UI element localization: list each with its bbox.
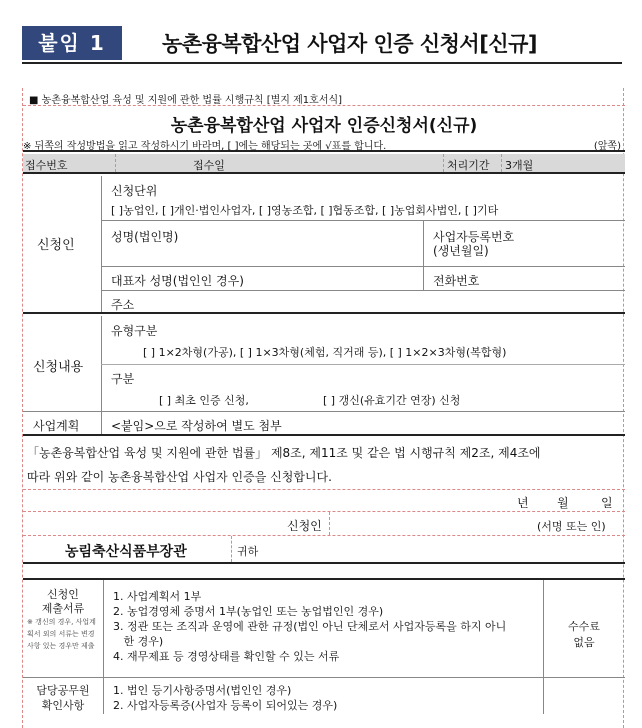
- document-header: [22, 24, 622, 64]
- doc-item-3-cont: 한 경우): [113, 635, 164, 648]
- officer-check-section: [23, 678, 625, 714]
- document-title: 농촌융복합산업 사업자 인증 신청서[신규]: [162, 32, 537, 56]
- legal-basis: ■ 농촌융복합산업 육성 및 지원에 관한 법률 시행규칙 [별지 제1호서식]: [29, 95, 343, 106]
- fee-value: 없음: [573, 636, 595, 649]
- statement-line-2: 따라 위와 같이 농촌융복합산업 사업자 인증을 신청합니다.: [27, 470, 332, 484]
- officer-item-2: 2. 사업자등록증(사업자 등록이 되어있는 경우): [113, 699, 338, 712]
- applicant-section-label: 신청인: [37, 238, 75, 253]
- content-section-label: 신청내용: [33, 360, 84, 375]
- application-form: [22, 88, 624, 728]
- legal-basis-row: [23, 88, 625, 106]
- date-year: 년: [517, 496, 529, 510]
- kind-label: 구분: [111, 372, 135, 386]
- form-title: 농촌융복합산업 사업자 인증신청서(신규): [170, 116, 478, 136]
- page-side: (앞쪽): [593, 141, 621, 152]
- receipt-date-label: 접수일: [193, 159, 225, 172]
- instruction-note: ※ 뒤쪽의 작성방법을 읽고 작성하시기 바라며, [ ]에는 해당되는 곳에 √표를 합니다.: [23, 141, 387, 152]
- type-label: 유형구분: [111, 324, 158, 338]
- phone-label: 전화번호: [433, 274, 480, 288]
- kind-option-initial[interactable]: [ ] 최초 인증 신청,: [159, 394, 249, 407]
- applicant-section: [23, 176, 625, 314]
- processing-period-label: 처리기간: [447, 159, 490, 172]
- birth-date-label: (생년월일): [433, 244, 489, 258]
- name-label: 성명(법인명): [111, 230, 179, 244]
- signer-row: [23, 512, 625, 536]
- receipt-number-label: 접수번호: [25, 159, 68, 172]
- recipient-suffix: 귀하: [237, 545, 259, 558]
- processing-period-value: 3개월: [505, 159, 534, 172]
- plan-value: <붙임>으로 작성하여 별도 첨부: [111, 419, 282, 433]
- statement-line-1: 「농촌융복합산업 육성 및 지원에 관한 법률」 제8조, 제11조 및 같은 법 시행규칙 제2조, 제4조에: [27, 446, 541, 460]
- business-regno-label: 사업자등록번호: [433, 230, 515, 244]
- doc-item-4: 4. 재무제표 등 경영상태를 확인할 수 있는 서류: [113, 650, 340, 663]
- application-unit-options[interactable]: [ ]농업인, [ ]개인·법인사업자, [ ]영농조합, [ ]협동조합, [ ]농업회사법인, [ ]기타: [111, 204, 499, 217]
- doc-item-1: 1. 사업계획서 1부: [113, 590, 202, 603]
- recipient: 농림축산식품부장관: [65, 544, 187, 560]
- representative-label: 대표자 성명(법인인 경우): [111, 274, 244, 288]
- plan-row: [23, 412, 625, 436]
- date-day: 일: [601, 496, 613, 510]
- form-title-row: [23, 106, 625, 134]
- docs-renewal-note: ※ 갱신의 경우, 사업계획서 외의 서류는 변경사항 있는 경우만 제출: [27, 618, 96, 650]
- docs-label-1: 신청인: [47, 588, 79, 601]
- required-docs-section: [23, 580, 625, 678]
- kind-option-renewal[interactable]: [ ] 갱신(유효기간 연장) 신청: [323, 394, 461, 407]
- doc-item-2: 2. 농업경영체 증명서 1부(농업인 또는 농업법인인 경우): [113, 605, 384, 618]
- address-label: 주소: [111, 298, 135, 312]
- officer-label-1: 담당공무원: [36, 684, 90, 697]
- statement-block: [23, 436, 625, 490]
- type-options[interactable]: [ ] 1×2차형(가공), [ ] 1×3차형(체험, 직거래 등), [ ] 1×2×3차형(복합형): [143, 346, 507, 359]
- receipt-row: [23, 154, 625, 174]
- note-row: [23, 134, 625, 152]
- docs-label-2: 제출서류: [41, 602, 85, 615]
- officer-label-2: 확인사항: [41, 699, 85, 712]
- doc-item-3: 3. 정관 또는 조직과 운영에 관한 규정(법인 아닌 단체로서 사업자등록을 하지 아니: [113, 620, 507, 633]
- recipient-row: [23, 536, 625, 564]
- content-section: [23, 316, 625, 412]
- officer-item-1: 1. 법인 등기사항증명서(법인인 경우): [113, 684, 292, 697]
- fee-label: 수수료: [568, 620, 600, 633]
- attachment-tag: 붙임 1: [22, 26, 122, 60]
- application-unit-label: 신청단위: [111, 184, 158, 198]
- date-month: 월: [557, 496, 569, 510]
- signer-sign: (서명 또는 인): [537, 520, 606, 533]
- plan-label: 사업계획: [33, 419, 80, 433]
- date-row: [23, 490, 625, 512]
- section-gap: [23, 566, 625, 580]
- signer-label: 신청인: [287, 519, 322, 533]
